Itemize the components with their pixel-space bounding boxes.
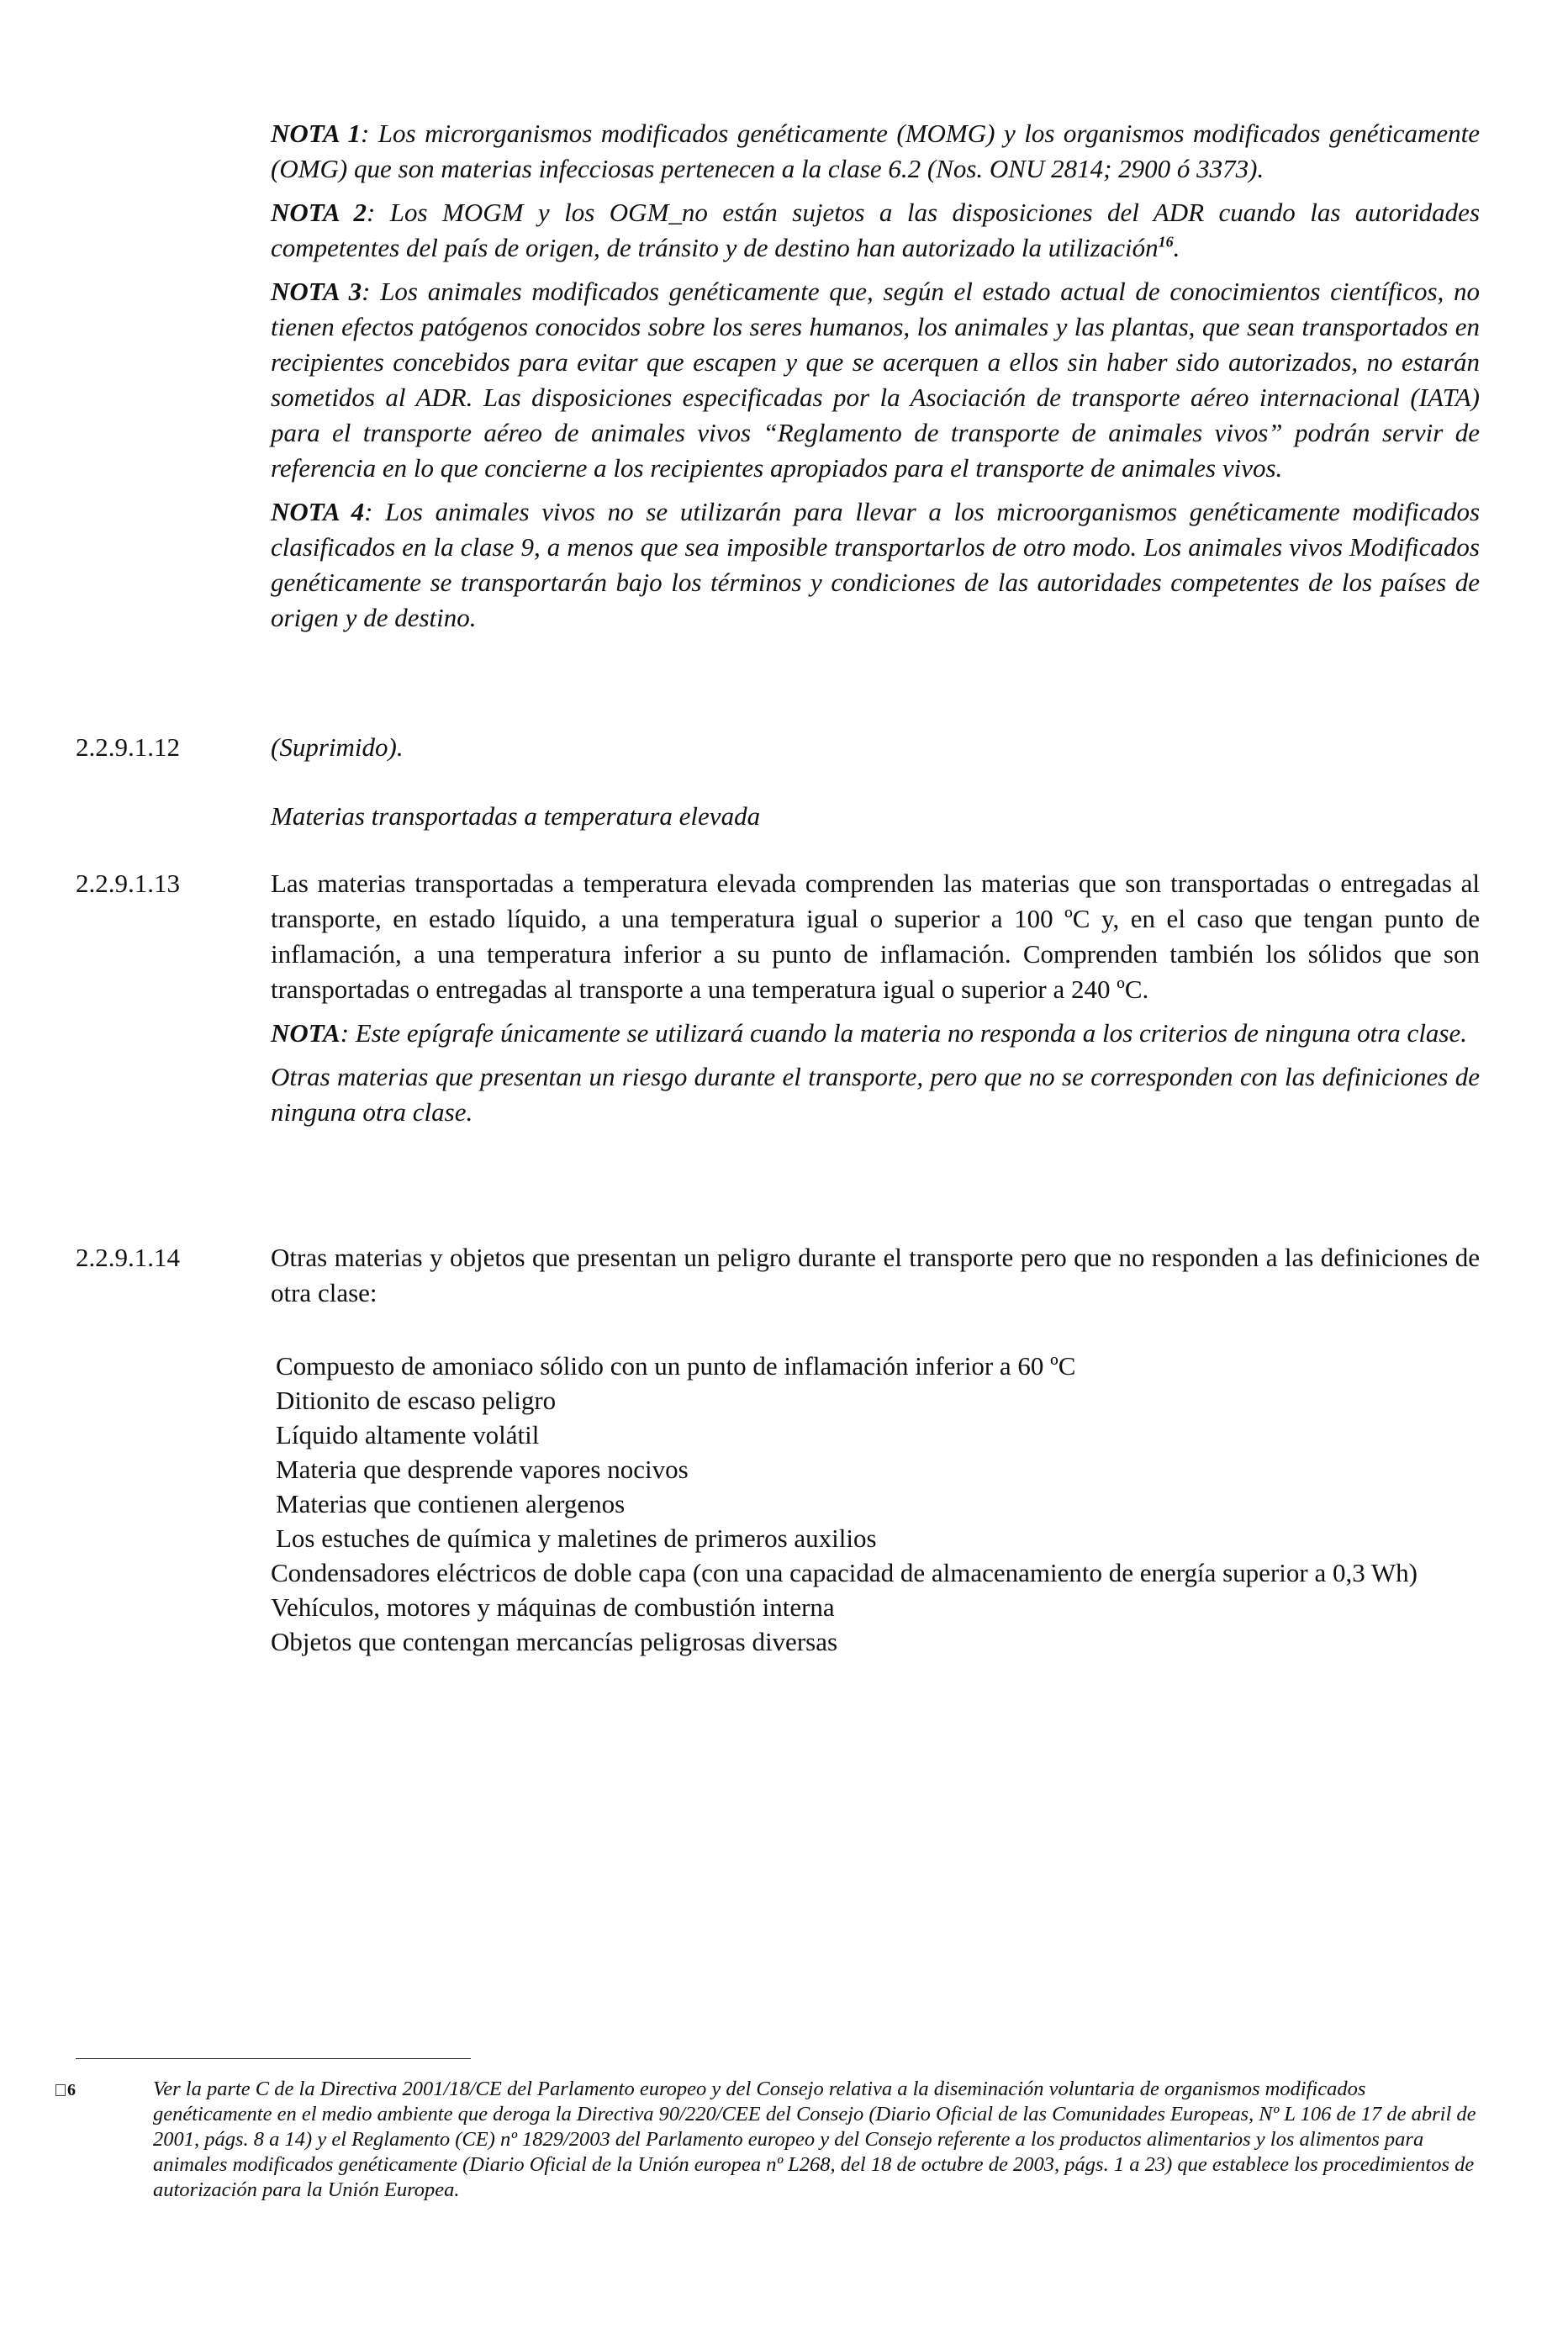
note-1-label: NOTA 1: [271, 119, 361, 148]
list-item: Vehículos, motores y máquinas de combustión interna: [271, 1592, 835, 1622]
footnote-marker: [55, 2078, 76, 2102]
materials-list: [271, 1349, 1480, 1659]
note-4-label: NOTA 4: [271, 497, 365, 526]
list-item: Los estuches de química y maletines de primeros auxilios: [276, 1523, 877, 1553]
heading-otras-materias: Otras materias que presentan un riesgo durante el transporte, pero que no se corresponden con las definiciones de ninguna otra clase.: [271, 1062, 1480, 1127]
footnote-text: Ver la parte C de la Directiva 2001/18/CE del Parlamento europeo y del Consejo relativa a la diseminación voluntaria de organismos modificados genéticamente en el medio ambiente que deroga la Directiva 90/220/CEE del Consejo (Diario Oficial de las Comunidades Europeas, Nº L 106 de 17 de abril de 2001, págs. 8 a 14) y el Reglamento (CE) nº 1829/2003 del Parlamento europeo y del Consejo referente a los productos alimentarios y los alimentos para animales modificados genéticamente (Diario Oficial de la Unión europea nº L268, del 18 de octubre de 2003, págs. 1 a 23) que establece los procedimientos de autorización para la Unión Europea.: [153, 2078, 1476, 2201]
list-item: Ditionito de escaso peligro: [276, 1386, 557, 1415]
list-item: Condensadores eléctricos de doble capa (con una capacidad de almacenamiento de energía superior a 0,3 Wh): [271, 1558, 1418, 1587]
footnote-marker-number: 6: [67, 2081, 76, 2099]
section-number-13: 2.2.9.1.13: [76, 869, 180, 898]
footnote-reference[interactable]: 16: [1158, 233, 1174, 251]
section-13-note-text: : Este epígrafe únicamente se utilizará cuando la materia no responda a los criterios de ninguna otra clase.: [340, 1018, 1467, 1048]
section-number-14: 2.2.9.1.14: [76, 1243, 180, 1272]
section-number-12: 2.2.9.1.12: [76, 732, 180, 762]
section-14-text: Otras materias y objetos que presentan un peligro durante el transporte pero que no responden a las definiciones de otra clase:: [271, 1243, 1480, 1307]
missing-glyph-icon: [55, 2084, 66, 2096]
section-13-text: Las materias transportadas a temperatura elevada comprenden las materias que son transportadas o entregadas al transporte, en estado líquido, a una temperatura igual o superior a 100 ºC y, en el caso que tengan punto de inflamación, a una temperatura inferior a su punto de inflamación. Comprenden también los sólidos que son transportadas o entregadas al transporte a una temperatura igual o superior a 240 ºC.: [271, 869, 1480, 1004]
notes-block: [271, 116, 1480, 644]
list-item: Objetos que contengan mercancías peligrosas diversas: [271, 1627, 838, 1656]
note-3-text: : Los animales modificados genéticamente que, según el estado actual de conocimientos científicos, no tienen efectos patógenos conocidos sobre los seres humanos, los animales y las plantas, que sean transportados en recipientes concebidos para evitar que escapen y que se acerquen a ellos sin haber sido autorizados, no estarán sometidos al ADR. Las disposiciones especificadas por la Asociación de transporte aéreo internacional (IATA) para el transporte aéreo de animales vivos “Reglamento de transporte de animales vivos” podrán servir de referencia en lo que concierne a los recipientes apropiados para el transporte de animales vivos.: [271, 277, 1480, 483]
section-13-note-label: NOTA: [271, 1018, 341, 1048]
section-13-block: [271, 866, 1480, 1138]
note-2: [271, 195, 1480, 266]
list-item: Materia que desprende vapores nocivos: [276, 1455, 689, 1484]
list-item: Materias que contienen alergenos: [276, 1489, 626, 1518]
section-12-text: (Suprimido).: [271, 732, 404, 762]
list-item: Compuesto de amoniaco sólido con un punto de inflamación inferior a 60 ºC: [276, 1351, 1076, 1381]
note-2-tail: .: [1173, 233, 1180, 262]
list-item: Líquido altamente volátil: [276, 1420, 540, 1450]
note-3-label: NOTA 3: [271, 277, 362, 306]
footnote-separator: [76, 2058, 471, 2059]
note-4: [271, 494, 1480, 636]
note-2-label: NOTA 2: [271, 198, 367, 227]
heading-temperatura-elevada: Materias transportadas a temperatura elevada: [271, 801, 761, 831]
note-1: [271, 116, 1480, 187]
note-4-text: : Los animales vivos no se utilizarán para llevar a los microorganismos genéticamente modificados clasificados en la clase 9, a menos que sea imposible transportarlos de otro modo. Los animales vivos Modificados genéticamente se transportarán bajo los términos y condiciones de las autoridades competentes de los países de origen y de destino.: [271, 497, 1481, 632]
note-3: [271, 274, 1480, 486]
note-2-text: : Los MOGM y los OGM_no están sujetos a las disposiciones del ADR cuando las autoridades competentes del país de origen, de tránsito y de destino han autorizado la utilización: [271, 198, 1481, 262]
note-1-text: : Los microrganismos modificados genéticamente (MOMG) y los organismos modificados genéticamente (OMG) que son materias infecciosas pertenecen a la clase 6.2 (Nos. ONU 2814; 2900 ó 3373).: [271, 119, 1480, 183]
section-13-note: [271, 1016, 1480, 1051]
